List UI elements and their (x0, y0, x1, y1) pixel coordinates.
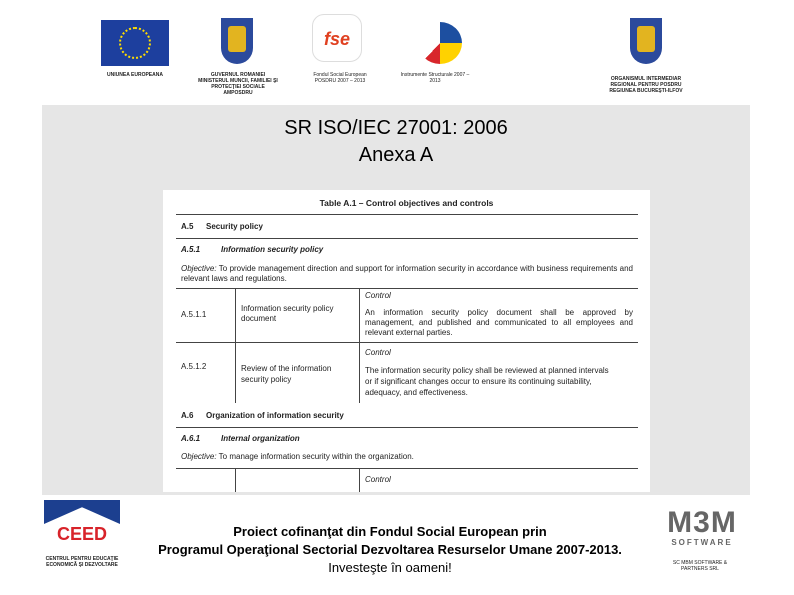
mbm-logo-text: M3M (667, 506, 737, 539)
row-control: The information security policy shall be reviewed at planned intervals or if significant changes occur to ensure its continuing suitability, adequacy, and effectiveness. (365, 366, 609, 397)
mbm-caption: SC MBM SOFTWARE & PARTNERS SRL (672, 560, 728, 572)
mbm-logo-sub: SOFTWARE (671, 538, 733, 547)
is-caption: Instrumente Structurale 2007 – 2013 (400, 72, 470, 84)
fse-caption: Fondul Social European POSDRU 2007 – 2013 (313, 72, 367, 84)
table-caption: Table A.1 – Control objectives and controls (319, 198, 494, 208)
a51-id: A.5.1 (181, 245, 201, 254)
a61-id: A.6.1 (181, 434, 201, 443)
a6-id: A.6 (181, 411, 194, 420)
fse-logo: fse (312, 14, 362, 62)
footer-line-1: Proiect cofinanţat din Fondul Social European prin (233, 524, 547, 539)
oi-coat-of-arms-logo (630, 18, 662, 64)
structural-instruments-logo (418, 22, 462, 64)
slide-title: SR ISO/IEC 27001: 2006 (284, 117, 508, 139)
a6-title: Organization of information security (206, 411, 344, 420)
footer-line-2: Programul Operaţional Sectorial Dezvoltarea Resurselor Umane 2007-2013. (158, 542, 622, 557)
row-control: An information security policy document shall be approved by management, and published and communicated to all employees and relevant external parties. (365, 308, 633, 337)
eu-caption: UNIUNEA EUROPEANA (107, 72, 163, 78)
ceed-logo (44, 500, 120, 550)
ceed-logo-text: CEED (56, 524, 107, 544)
a51-objective: Objective: To provide management direction and support for information security in accordance with business requirements and relevant laws and regulations. (181, 264, 634, 283)
a61-objective: Objective: To manage information security within the organization. (181, 452, 414, 461)
footer-line-3: Investeşte în oameni! (328, 560, 452, 575)
a5-title: Security policy (206, 222, 263, 231)
slide-subtitle: Anexa A (358, 144, 434, 166)
romania-coat-of-arms-logo (221, 18, 253, 64)
row-id: A.5.1.1 (181, 310, 207, 319)
row-name: Review of the information security policy (241, 364, 332, 384)
annex-table-image (163, 190, 650, 492)
row-name: Information security policy document (241, 304, 334, 323)
a61-title: Internal organization (221, 434, 300, 443)
a51-title: Information security policy (221, 245, 324, 254)
eu-flag-logo (101, 20, 169, 66)
row-id: A.5.1.2 (181, 362, 207, 371)
row-control-label: Control (365, 348, 391, 357)
a5-id: A.5 (181, 222, 194, 231)
mbm-logo (655, 508, 749, 547)
oi-caption: ORGANISMUL INTERMEDIAR REGIONAL PENTRU POSDRU REGIUNEA BUCUREŞTI-ILFOV (609, 76, 683, 94)
ceed-caption: CENTRUL PENTRU EDUCAŢIE ECONOMICĂ ŞI DEZVOLTARE (45, 556, 119, 568)
gov-caption: GUVERNUL ROMANIEI MINISTERUL MUNCII, FAMILIEI ŞI PROTECŢIEI SOCIALE AMPOSDRU (198, 72, 278, 96)
row-control-label: Control (365, 475, 391, 484)
row-control-label: Control (365, 291, 391, 300)
